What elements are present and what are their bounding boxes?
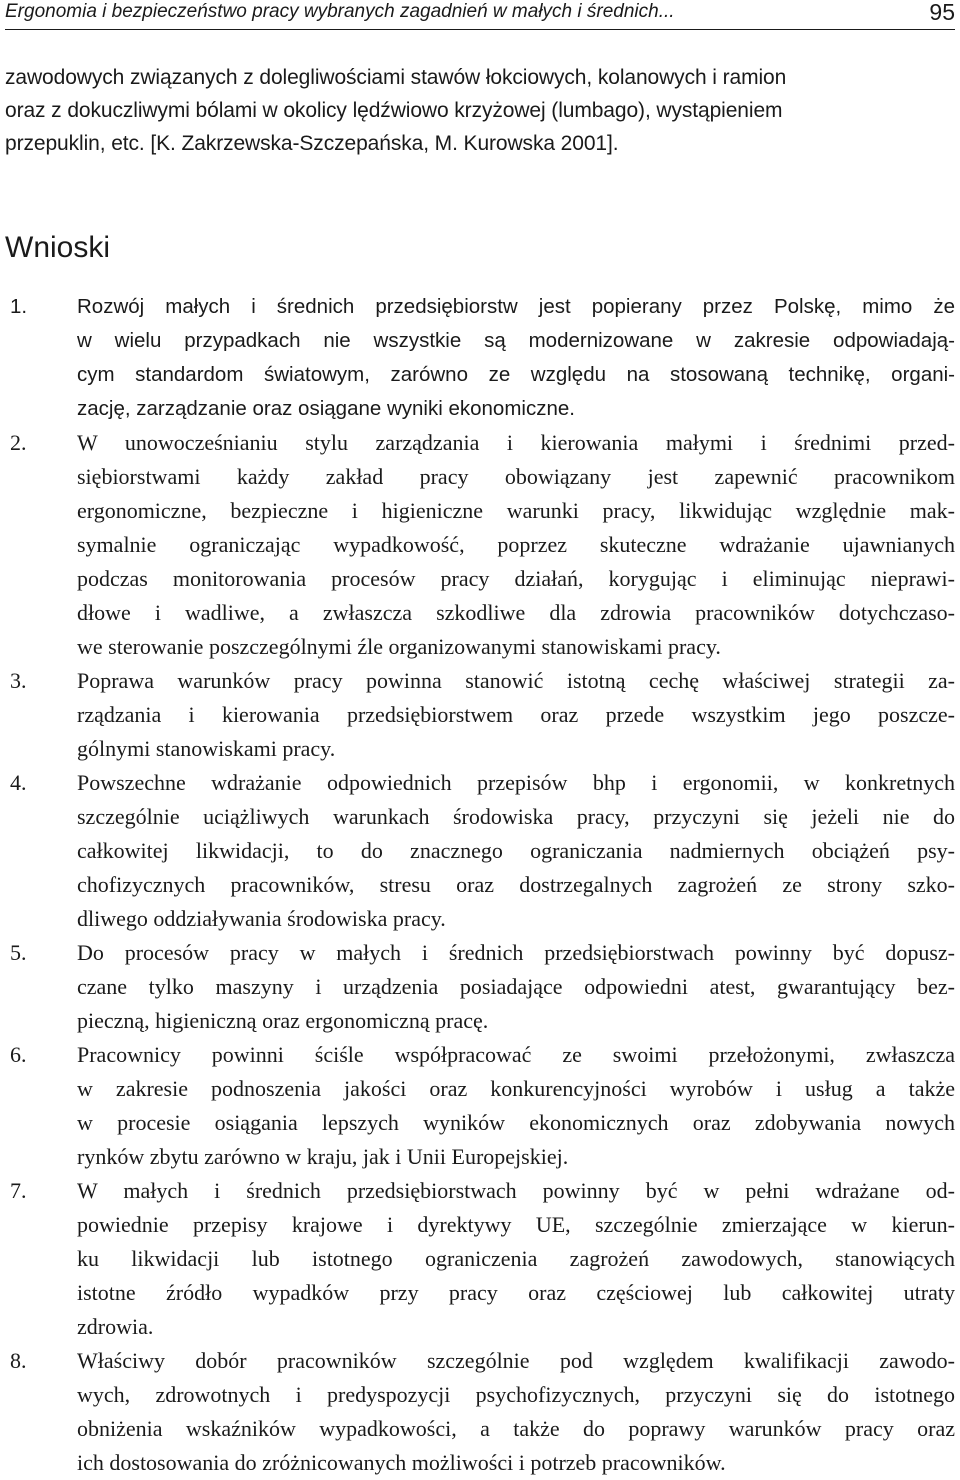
conclusion-line: dłowe i wadliwe, a zwłaszcza szkodliwe dla zdrowia pracowników dotychczaso- [77, 600, 955, 625]
conclusion-line: rynków zbytu zarówno w kraju, jak i Unii Europejskiej. [77, 1144, 569, 1169]
running-header [5, 0, 955, 26]
page-number: 95 [929, 0, 955, 25]
conclusion-item [5, 1174, 955, 1344]
conclusion-line: podczas monitorowania procesów pracy działań, korygując i eliminując nieprawi- [77, 566, 955, 591]
conclusion-line: Poprawa warunków pracy powinna stanowić istotną cechę właściwej strategii za- [77, 668, 955, 693]
conclusion-line: zdrowia. [77, 1314, 154, 1339]
running-title: Ergonomia i bezpieczeństwo pracy wybranych zagadnień w małych i średnich... [5, 1, 675, 22]
conclusion-line: ergonomiczne, bezpieczne i higieniczne warunki pracy, likwidując względnie mak- [77, 498, 955, 523]
header-rule [5, 29, 955, 30]
conclusion-number: 1. [10, 295, 28, 318]
conclusion-number: 2. [10, 430, 27, 455]
conclusion-line: Właściwy dobór pracowników szczególnie pod względem kwalifikacji zawodo- [77, 1348, 955, 1373]
conclusion-line: we sterowanie poszczególnymi źle organizowanymi stanowiskami pracy. [77, 634, 721, 659]
conclusion-number: 7. [10, 1178, 27, 1203]
conclusion-line: istotne źródło wypadków przy pracy oraz częściowej lub całkowitej utraty [77, 1280, 955, 1305]
conclusion-item [5, 1038, 955, 1174]
conclusion-line: chofizycznych pracowników, stresu oraz dostrzegalnych zagrożeń ze strony szko- [77, 872, 955, 897]
section-heading: Wnioski [5, 231, 111, 264]
conclusion-line: W unowocześnianiu stylu zarządzania i kierowania małymi i średnimi przed- [77, 430, 955, 455]
conclusion-line: siębiorstwami każdy zakład pracy obowiązany jest zapewnić pracownikom [77, 464, 955, 489]
intro-line: przepuklin, etc. [K. Zakrzewska-Szczepańska, M. Kurowska 2001]. [5, 132, 619, 155]
conclusions-list [5, 290, 955, 1480]
conclusion-line: symalnie ograniczając wypadkowość, poprzez skuteczne wdrażanie ujawnianych [77, 532, 955, 557]
conclusion-number: 8. [10, 1348, 27, 1373]
conclusion-item [5, 426, 955, 664]
conclusion-line: w wielu przypadkach nie wszystkie są modernizowane w zakresie odpowiadają- [77, 329, 955, 352]
intro-paragraph [5, 61, 955, 160]
conclusion-line: pieczną, higieniczną oraz ergonomiczną pracę. [77, 1008, 489, 1033]
conclusion-number: 5. [10, 940, 27, 965]
intro-line: zawodowych związanych z dolegliwościami stawów łokciowych, kolanowych i ramion [5, 66, 787, 89]
conclusion-line: wych, zdrowotnych i predyspozycji psychofizycznych, przyczyni się do istotnego [77, 1382, 955, 1407]
conclusion-item [5, 664, 955, 766]
conclusion-line: ku likwidacji lub istotnego ograniczenia zagrożeń zawodowych, stanowiących [77, 1246, 955, 1271]
conclusion-item [5, 290, 955, 426]
conclusion-line: powiednie przepisy krajowe i dyrektywy UE, szczególnie zmierzające w kierun- [77, 1212, 955, 1237]
conclusion-line: rządzania i kierowania przedsiębiorstwem oraz przede wszystkim jego poszcze- [77, 702, 955, 727]
conclusion-line: cym standardom światowym, zarówno ze względu na stosowaną technikę, organi- [77, 363, 955, 386]
conclusion-number: 4. [10, 770, 27, 795]
conclusion-line: całkowitej likwidacji, to do znacznego ograniczania nadmiernych obciążeń psy- [77, 838, 955, 863]
conclusion-line: Powszechne wdrażanie odpowiednich przepisów bhp i ergonomii, w konkretnych [77, 770, 955, 795]
conclusion-line: zację, zarządzanie oraz osiągane wyniki ekonomiczne. [77, 397, 575, 420]
intro-line: oraz z dokuczliwymi bólami w okolicy lędźwiowo krzyżowej (lumbago), wystąpieniem [5, 99, 783, 122]
conclusion-line: Do procesów pracy w małych i średnich przedsiębiorstwach powinny być dopusz- [77, 940, 955, 965]
conclusion-line: gólnymi stanowiskami pracy. [77, 736, 336, 761]
conclusion-number: 3. [10, 668, 27, 693]
conclusion-line: w zakresie podnoszenia jakości oraz konkurencyjności wyrobów i usług a także [77, 1076, 955, 1101]
conclusion-item [5, 766, 955, 936]
conclusion-number: 6. [10, 1042, 27, 1067]
conclusion-line: szczególnie uciążliwych warunkach środowiska pracy, przyczyni się jeżeli nie do [77, 804, 955, 829]
conclusion-item [5, 1344, 955, 1480]
conclusion-line: w procesie osiągania lepszych wyników ekonomicznych oraz zdobywania nowych [77, 1110, 955, 1135]
conclusion-line: czane tylko maszyny i urządzenia posiadające odpowiedni atest, gwarantujący bez- [77, 974, 955, 999]
conclusion-line: dliwego oddziaływania środowiska pracy. [77, 906, 446, 931]
conclusion-line: Rozwój małych i średnich przedsiębiorstw jest popierany przez Polskę, mimo że [77, 295, 955, 318]
conclusion-item [5, 936, 955, 1038]
conclusion-line: Pracownicy powinni ściśle współpracować ze swoimi przełożonymi, zwłaszcza [77, 1042, 955, 1067]
conclusion-line: obniżenia wskaźników wypadkowości, a także do poprawy warunków pracy oraz [77, 1416, 955, 1441]
conclusion-line: W małych i średnich przedsiębiorstwach powinny być w pełni wdrażane od- [77, 1178, 955, 1203]
conclusion-line: ich dostosowania do zróżnicowanych możliwości i potrzeb pracowników. [77, 1450, 726, 1475]
